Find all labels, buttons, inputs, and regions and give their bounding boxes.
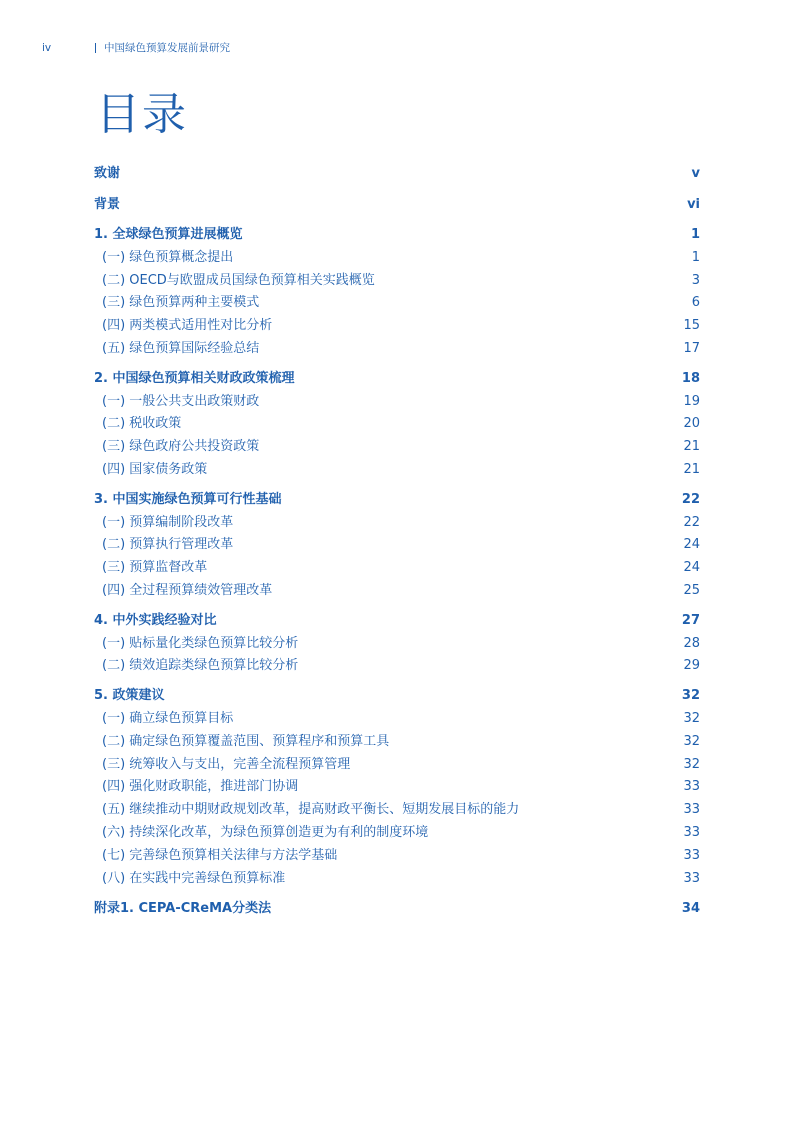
toc-subentry[interactable] (94, 338, 700, 361)
toc-subentry[interactable] (94, 655, 700, 678)
toc-entry-label: 5. 政策建议 (94, 688, 165, 704)
toc-subentry[interactable] (94, 292, 700, 315)
toc-entry-label: (一) 贴标量化类绿色预算比较分析 (102, 635, 299, 651)
toc-entry-label: 致谢 (94, 166, 121, 181)
toc-section-heading[interactable] (94, 368, 700, 391)
toc-entry-page: 33 (683, 779, 700, 795)
header-running-title: 中国绿色预算发展前景研究 (104, 42, 230, 54)
table-of-contents (94, 162, 700, 928)
toc-entry-page: 34 (681, 901, 700, 917)
toc-subentry[interactable] (94, 822, 700, 845)
toc-entry-label: 4. 中外实践经验对比 (94, 612, 217, 628)
page-header (42, 40, 442, 56)
toc-entry-background[interactable] (94, 193, 700, 217)
toc-subentry[interactable] (94, 580, 700, 603)
toc-entry-label: (二) OECD与欧盟成员国绿色预算相关实践概览 (102, 272, 375, 288)
toc-entry-page: 3 (691, 272, 700, 288)
toc-entry-page: 24 (683, 560, 700, 576)
toc-entry-label: (八) 在实践中完善绿色预算标准 (102, 870, 286, 886)
toc-subentry[interactable] (94, 731, 700, 754)
page-title: 目录 (96, 89, 188, 140)
header-page-number: iv (42, 42, 52, 54)
toc-entry-page: 27 (681, 612, 700, 628)
toc-entry-page: 32 (683, 710, 700, 726)
toc-entry-page: 33 (683, 824, 700, 840)
toc-entry-page: 29 (683, 658, 700, 674)
toc-block-appendix (94, 897, 700, 921)
toc-subentry[interactable] (94, 845, 700, 868)
toc-section-heading[interactable] (94, 685, 700, 708)
toc-entry-label: (二) 确定绿色预算覆盖范围、预算程序和预算工具 (102, 733, 390, 749)
toc-subentry[interactable] (94, 708, 700, 731)
toc-section-heading[interactable] (94, 489, 700, 512)
toc-subentry[interactable] (94, 534, 700, 557)
toc-entry-label: (五) 绿色预算国际经验总结 (102, 340, 260, 356)
toc-subentry[interactable] (94, 512, 700, 535)
toc-entry-label: (二) 绩效追踪类绿色预算比较分析 (102, 658, 299, 674)
toc-entry-page: 33 (683, 847, 700, 863)
toc-entry-ack[interactable] (94, 162, 700, 186)
toc-section-5 (94, 685, 700, 890)
toc-entry-label: (六) 持续深化改革，为绿色预算创造更为有利的制度环境 (102, 824, 429, 840)
toc-section-4 (94, 610, 700, 678)
toc-section-3 (94, 489, 700, 603)
toc-block-ack (94, 162, 700, 186)
toc-entry-page: vi (687, 197, 700, 212)
toc-entry-page: v (691, 166, 700, 181)
toc-entry-page: 19 (683, 393, 700, 409)
toc-entry-page: 18 (681, 370, 700, 386)
toc-entry-appendix[interactable] (94, 897, 700, 921)
toc-entry-label: (四) 强化财政职能，推进部门协调 (102, 779, 299, 795)
toc-entry-page: 32 (683, 733, 700, 749)
toc-entry-label: (二) 预算执行管理改革 (102, 537, 234, 553)
toc-entry-page: 6 (691, 295, 700, 311)
toc-entry-page: 33 (683, 870, 700, 886)
toc-subentry[interactable] (94, 776, 700, 799)
toc-entry-page: 1 (691, 249, 700, 265)
header-divider (95, 43, 96, 53)
toc-subentry[interactable] (94, 436, 700, 459)
toc-entry-page: 24 (683, 537, 700, 553)
toc-subentry[interactable] (94, 413, 700, 436)
toc-entry-page: 28 (683, 635, 700, 651)
toc-entry-label: (三) 绿色政府公共投资政策 (102, 439, 260, 455)
toc-entry-label: 1. 全球绿色预算进展概览 (94, 227, 243, 242)
toc-section-heading[interactable] (94, 610, 700, 633)
toc-entry-page: 32 (681, 688, 700, 704)
toc-entry-label: (一) 预算编制阶段改革 (102, 514, 234, 530)
toc-entry-page: 15 (683, 318, 700, 334)
toc-entry-label: (一) 一般公共支出政策财政 (102, 393, 260, 409)
toc-entry-page: 22 (683, 514, 700, 530)
toc-entry-label: (三) 绿色预算两种主要模式 (102, 295, 260, 311)
toc-entry-label: (一) 绿色预算概念提出 (102, 249, 234, 265)
toc-entry-page: 21 (683, 461, 700, 477)
toc-entry-page: 17 (683, 340, 700, 356)
toc-entry-label: (一) 确立绿色预算目标 (102, 710, 234, 726)
toc-entry-page: 25 (683, 582, 700, 598)
toc-entry-label: (三) 统筹收入与支出，完善全流程预算管理 (102, 756, 351, 772)
toc-entry-page: 1 (690, 227, 700, 242)
toc-entry-label: 附录1. CEPA-CReMA分类法 (94, 901, 272, 917)
toc-entry-page: 32 (683, 756, 700, 772)
toc-subentry[interactable] (94, 270, 700, 293)
toc-entry-label: (四) 国家债务政策 (102, 461, 208, 477)
toc-subentry[interactable] (94, 868, 700, 891)
toc-subentry[interactable] (94, 754, 700, 777)
toc-entry-label: (五) 继续推动中期财政规划改革，提高财政平衡长、短期发展目标的能力 (102, 802, 520, 818)
toc-section-heading[interactable] (94, 224, 700, 247)
toc-subentry[interactable] (94, 557, 700, 580)
toc-subentry[interactable] (94, 633, 700, 656)
toc-entry-page: 22 (681, 491, 700, 507)
toc-entry-label: (三) 预算监督改革 (102, 560, 208, 576)
toc-entry-page: 20 (683, 416, 700, 432)
toc-entry-page: 33 (683, 802, 700, 818)
toc-section-1 (94, 224, 700, 361)
toc-section-2 (94, 368, 700, 482)
toc-entry-page: 21 (683, 439, 700, 455)
toc-entry-label: 3. 中国实施绿色预算可行性基础 (94, 491, 282, 507)
toc-entry-label: (四) 两类模式适用性对比分析 (102, 318, 273, 334)
toc-subentry[interactable] (94, 247, 700, 270)
toc-entry-label: 背景 (94, 197, 121, 212)
toc-entry-label: (四) 全过程预算绩效管理改革 (102, 582, 273, 598)
toc-block-background (94, 193, 700, 217)
toc-entry-label: 2. 中国绿色预算相关财政政策梳理 (94, 370, 295, 386)
toc-subentry[interactable] (94, 315, 700, 338)
toc-entry-label: (二) 税收政策 (102, 416, 182, 432)
toc-subentry[interactable] (94, 459, 700, 482)
toc-subentry[interactable] (94, 799, 700, 822)
toc-subentry[interactable] (94, 391, 700, 414)
toc-entry-label: (七) 完善绿色预算相关法律与方法学基础 (102, 847, 338, 863)
